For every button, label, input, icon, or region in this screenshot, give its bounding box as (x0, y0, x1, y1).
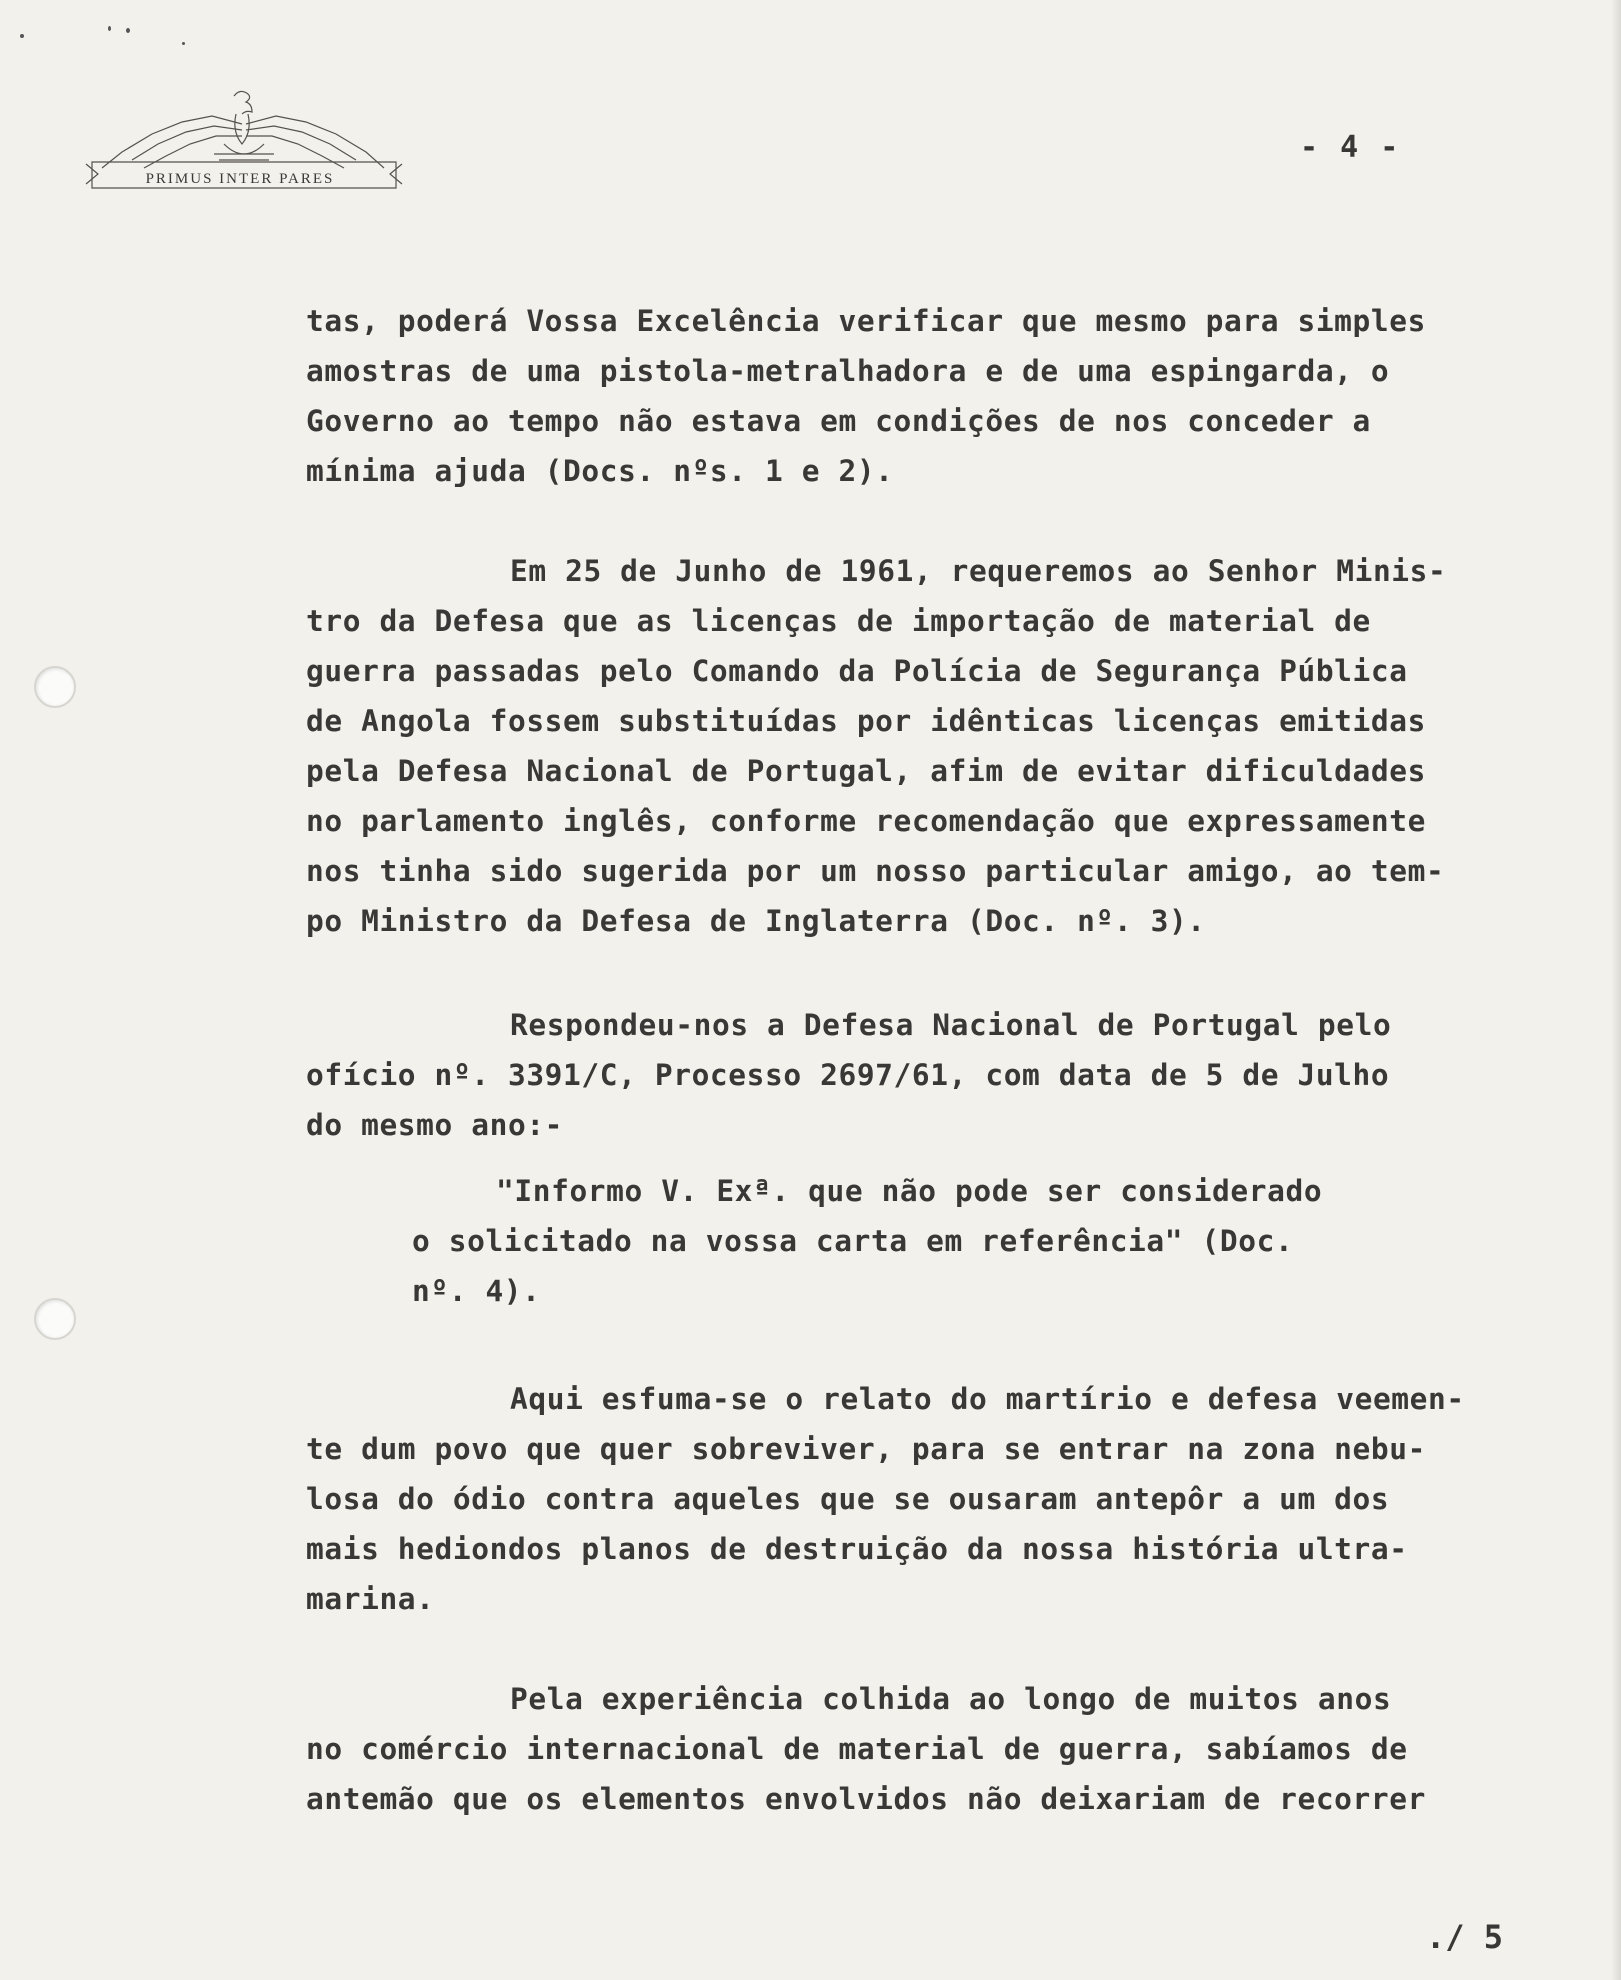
punch-hole-top (34, 666, 76, 708)
quote-line: nº. 4). (412, 1274, 541, 1308)
logo-motto: PRIMUS INTER PARES (145, 171, 335, 187)
ink-speck (182, 42, 185, 45)
text-line: marina. (306, 1582, 435, 1616)
text-line: no parlamento inglês, conforme recomendação que expressamente (306, 804, 1426, 838)
page-edge-shadow (1611, 0, 1621, 1980)
quote-line: o solicitado na vossa carta em referência" (Doc. (412, 1224, 1294, 1258)
text-line: nos tinha sido sugerida por um nosso particular amigo, ao tem- (306, 854, 1445, 888)
paragraph-first-line: Em 25 de Junho de 1961, requeremos ao Senhor Minis- (510, 554, 1447, 588)
text-line: antemão que os elementos envolvidos não deixariam de recorrer (306, 1782, 1426, 1816)
text-line: te dum povo que quer sobreviver, para se entrar na zona nebu- (306, 1432, 1426, 1466)
page-number: - 4 - (1300, 130, 1401, 165)
text-line: Governo ao tempo não estava em condições de nos conceder a (306, 404, 1371, 438)
punch-hole-bottom (34, 1298, 76, 1340)
ink-speck (108, 26, 111, 31)
text-line: losa do ódio contra aqueles que se ousaram antepôr a um dos (306, 1482, 1390, 1516)
text-line: mais hediondos planos de destruição da nossa história ultra- (306, 1532, 1408, 1566)
text-line: de Angola fossem substituídas por idênticas licenças emitidas (306, 704, 1426, 738)
text-line: tro da Defesa que as licenças de importação de material de (306, 604, 1371, 638)
ink-speck (20, 34, 24, 38)
paragraph-first-line: Respondeu-nos a Defesa Nacional de Portugal pelo (510, 1008, 1392, 1042)
text-line: po Ministro da Defesa de Inglaterra (Doc. nº. 3). (306, 904, 1206, 938)
paragraph-first-line: Pela experiência colhida ao longo de muitos anos (510, 1682, 1392, 1716)
paragraph-first-line: Aqui esfuma-se o relato do martírio e defesa veemen- (510, 1382, 1465, 1416)
text-line: do mesmo ano:- (306, 1108, 564, 1142)
ink-speck (126, 28, 130, 33)
text-line: guerra passadas pelo Comando da Polícia de Segurança Pública (306, 654, 1408, 688)
text-line: mínima ajuda (Docs. nºs. 1 e 2). (306, 454, 894, 488)
text-line: tas, poderá Vossa Excelência verificar que mesmo para simples (306, 304, 1426, 338)
text-line: amostras de uma pistola-metralhadora e de uma espingarda, o (306, 354, 1390, 388)
eagle-logo (84, 84, 404, 200)
continuation-mark: ./ 5 (1426, 1918, 1504, 1956)
text-line: pela Defesa Nacional de Portugal, afim de evitar dificuldades (306, 754, 1426, 788)
quote-line: "Informo V. Exª. que não pode ser considerado (496, 1174, 1323, 1208)
text-line: ofício nº. 3391/C, Processo 2697/61, com data de 5 de Julho (306, 1058, 1390, 1092)
text-line: no comércio internacional de material de guerra, sabíamos de (306, 1732, 1408, 1766)
